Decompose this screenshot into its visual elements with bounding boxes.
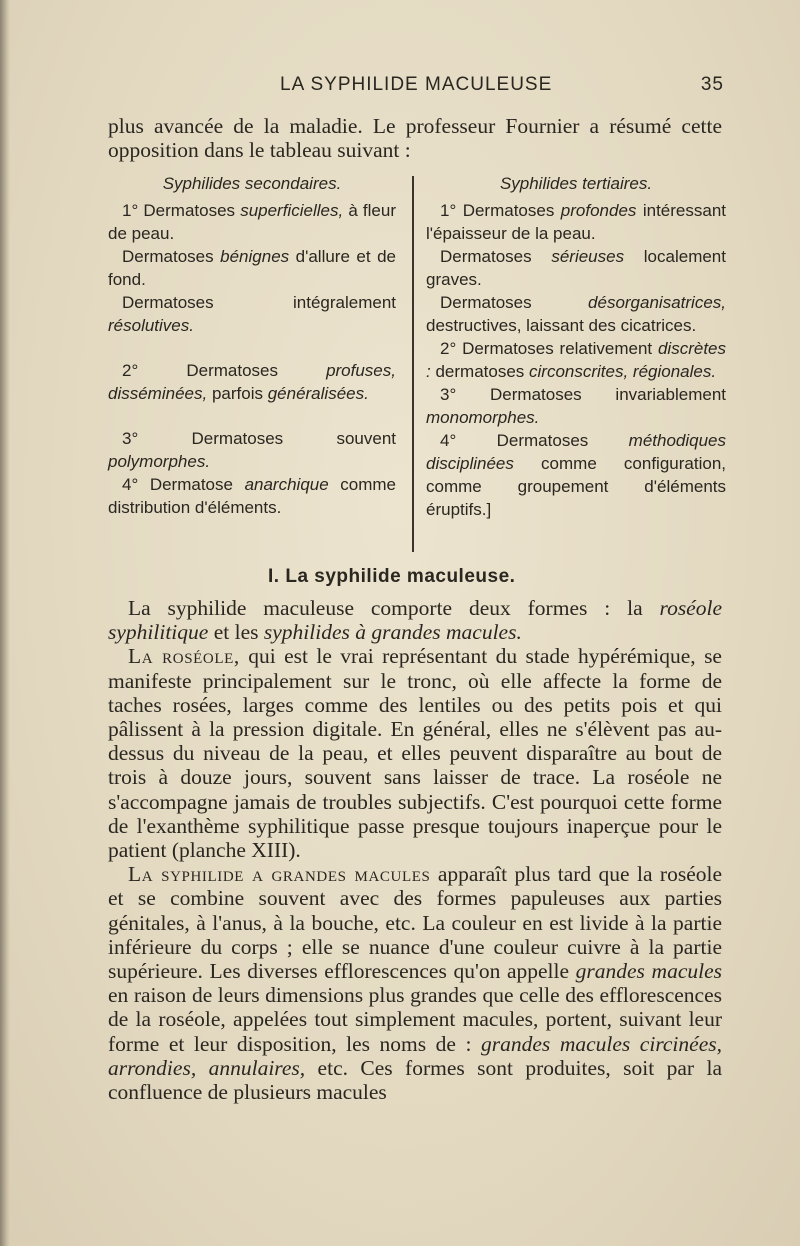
table-entry: Dermatoses désorganisatrices, destructives, laissant des cicatrices. <box>426 293 726 335</box>
table-entry: 3° Dermatoses invariablement monomorphes. <box>426 385 726 427</box>
intro-paragraph: plus avancée de la maladie. Le professeur Fournier a résumé cette opposition dans le tableau suivant : <box>108 114 722 163</box>
table-entry: 2° Dermatoses relativement discrètes : dermatoses circonscrites, régionales. <box>426 339 726 381</box>
table-entry: Dermatoses sérieuses localement graves. <box>426 247 726 289</box>
running-title: LA SYPHILIDE MACULEUSE <box>280 74 553 95</box>
table-entry: 4° Dermatose anarchique comme distribution d'éléments. <box>108 475 396 517</box>
comparison-table <box>108 172 726 556</box>
table-entry: Dermatoses intégralement résolutives. <box>108 293 396 335</box>
running-header <box>272 74 724 98</box>
body-text <box>108 596 722 1104</box>
column-tertiary <box>426 172 726 521</box>
page-binding-edge <box>0 0 10 1246</box>
column-title-tertiary: Syphilides tertiaires. <box>499 174 653 193</box>
table-entry: 4° Dermatoses méthodiques disciplinées comme configuration, comme groupement d'éléments éruptifs.] <box>426 431 726 519</box>
paragraph: La roséole, qui est le vrai représentant du stade hypérémique, se manifeste principalement sur le tronc, où elle affecte la forme de taches rosées, larges comme des lentiles ou des petits pois et qui pâlissent à la pression digitale. En général, elles ne s'élèvent pas au-dessus du niveau de la peau, et elles peuvent disparaître au bout de trois à douze jours, souvent sans laisser de trace. La roséole ne s'accompagne jamais de troubles subjectifs. C'est pourquoi cette forme de l'exanthème syphilitique passe presque toujours inaperçue pour le patient (planche XIII). <box>108 644 722 863</box>
table-entry: 2° Dermatoses profuses, disséminées, parfois généralisées. <box>108 361 396 403</box>
table-entry: Dermatoses bénignes d'allure et de fond. <box>108 247 396 289</box>
table-entry: 1° Dermatoses profondes intéressant l'épaisseur de la peau. <box>426 201 727 243</box>
paragraph: La syphilide a grandes macules apparaît plus tard que la roséole et se combine souvent avec des formes papuleuses aux parties génitales, à l'anus, à la bouche, etc. La couleur en est livide à la partie inférieure du corps ; elle se nuance d'une couleur cuivre à la partie supérieure. Les diverses efflorescences qu'on appelle grandes macules en raison de leurs dimensions plus grandes que celle des efflorescences de la roséole, appelées tout simplement macules, portent, suivant leur forme et leur disposition, les noms de : grandes macules circinées, arrondies, annulaires, etc. Ces formes sont produites, soit par la confluence de plusieurs macules <box>108 862 723 1105</box>
table-entry: 1° Dermatoses superficielles, à fleur de peau. <box>108 201 396 243</box>
page-number: 35 <box>700 74 724 95</box>
column-title-secondary: Syphilides secondaires. <box>162 174 342 193</box>
paragraph: La syphilide maculeuse comporte deux formes : la roséole syphilitique et les syphilides à grandes macules. <box>108 596 722 645</box>
section-heading: I. La syphilide maculeuse. <box>268 566 516 587</box>
table-entry: 3° Dermatoses souvent polymorphes. <box>108 429 396 471</box>
column-secondary <box>108 172 396 519</box>
column-divider <box>412 176 414 552</box>
